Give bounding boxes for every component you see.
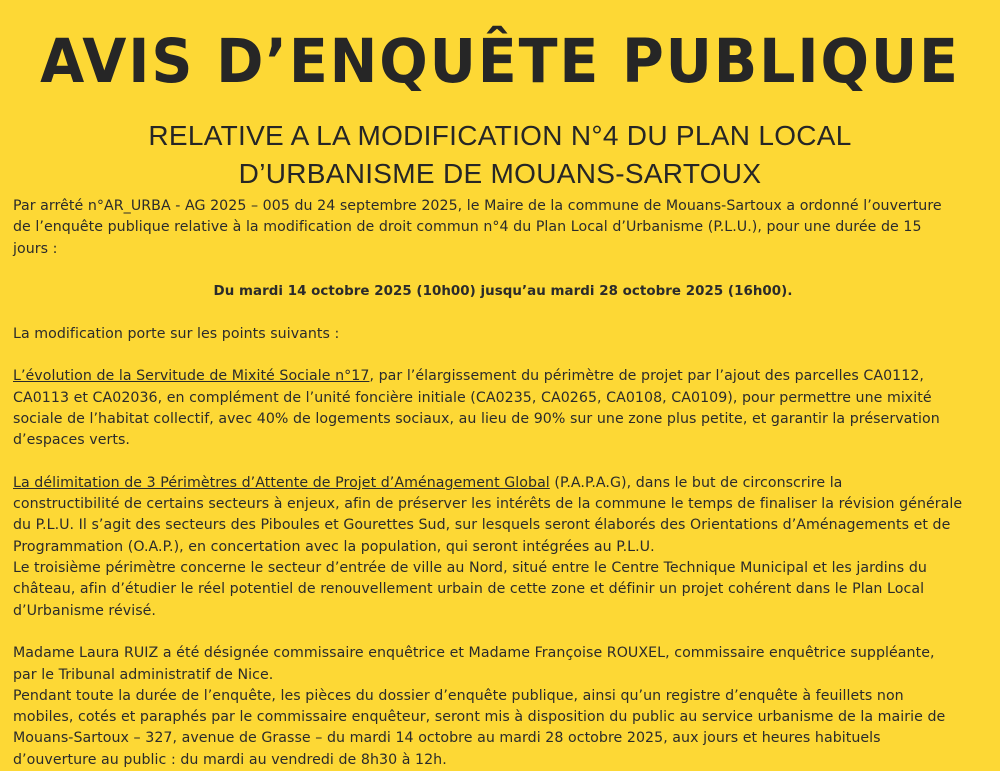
page-title: AVIS D’ENQUÊTE PUBLIQUE xyxy=(40,26,960,97)
point-heading-link: L’évolution de la Servitude de Mixité Sociale n°17 xyxy=(13,368,370,385)
point-line: Le troisième périmètre concerne le secteur d’entrée de ville au Nord, situé entre le Centre Technique Municipal et les jardins du xyxy=(13,560,927,577)
consultation-line: mobiles, cotés et paraphés par le commissaire enquêteur, seront mis à disposition du public au service urbanisme de la mairie de xyxy=(13,709,946,726)
point-line: d’Urbanisme révisé. xyxy=(13,602,156,619)
point-line: Programmation (O.A.P.), en concertation avec la population, qui seront intégrées au P.L.U. xyxy=(13,538,655,555)
intro-line: de l’enquête publique relative à la modification de droit commun n°4 du Plan Local d’Urbanisme (P.L.U.), pour une durée de 15 xyxy=(13,219,922,236)
commissioners-line: Madame Laura RUIZ a été désignée commissaire enquêtrice et Madame Françoise ROUXEL, commissaire enquêtrice suppléante, xyxy=(13,645,935,662)
consultation-paragraph xyxy=(13,686,993,771)
points-intro: La modification porte sur les points suivants : xyxy=(13,325,340,342)
subtitle-line-1: RELATIVE A LA MODIFICATION N°4 DU PLAN LOCAL xyxy=(148,120,852,151)
intro-line: Par arrêté n°AR_URBA - AG 2025 – 005 du 24 septembre 2025, le Maire de la commune de Mouans-Sartoux a ordonné l’ouverture xyxy=(13,198,942,214)
consultation-line: d’ouverture au public : du mardi au vendredi de 8h30 à 12h. xyxy=(13,751,447,768)
page-subtitle xyxy=(0,117,1000,193)
inquiry-dates: Du mardi 14 octobre 2025 (10h00) jusqu’au mardi 28 octobre 2025 (16h00). xyxy=(213,284,793,300)
point-line: CA0113 et CA02036, en complément de l’unité foncière initiale (CA0235, CA0265, CA0108, CA0109), pour permettre une mixité xyxy=(13,389,932,406)
point-line xyxy=(13,473,993,494)
subtitle-line-2: D’URBANISME DE MOUANS-SARTOUX xyxy=(238,158,762,189)
point-text: (P.A.P.A.G), dans le but de circonscrire la xyxy=(549,474,843,491)
intro-paragraph xyxy=(13,196,993,260)
point-text: , par l’élargissement du périmètre de projet par l’ajout des parcelles CA0112, xyxy=(369,368,924,385)
point-line xyxy=(13,366,993,387)
commissioners-line: par le Tribunal administratif de Nice. xyxy=(13,666,274,683)
point-heading-link: La délimitation de 3 Périmètres d’Attente de Projet d’Aménagement Global xyxy=(13,474,550,491)
point-line: d’espaces verts. xyxy=(13,432,130,449)
point-line: constructibilité de certains secteurs à enjeux, afin de préserver les intérêts de la commune le temps de finaliser la révision générale xyxy=(13,496,963,513)
intro-line: jours : xyxy=(13,240,58,257)
notice-body xyxy=(13,196,993,771)
consultation-line: Pendant toute la durée de l’enquête, les pièces du dossier d’enquête publique, ainsi qu’un registre d’enquête à feuillets non xyxy=(13,687,904,704)
commissioners-paragraph xyxy=(13,643,993,686)
point-line: château, afin d’étudier le réel potentiel de renouvellement urbain de cette zone et définir un projet cohérent dans le Plan Local xyxy=(13,581,925,598)
point-line: du P.L.U. Il s’agit des secteurs des Piboules et Gourettes Sud, sur lesquels seront élaborés des Orientations d’Aménagements et de xyxy=(13,517,951,534)
point-social-mix-servitude xyxy=(13,366,993,451)
point-line: sociale de l’habitat collectif, avec 40% de logements sociaux, au lieu de 90% sur une zone plus petite, et garantir la préservation xyxy=(13,410,940,427)
point-papag-perimeters xyxy=(13,473,993,622)
consultation-line: Mouans-Sartoux – 327, avenue de Grasse – du mardi 14 octobre au mardi 28 octobre 2025, aux jours et heures habituels xyxy=(13,730,881,747)
